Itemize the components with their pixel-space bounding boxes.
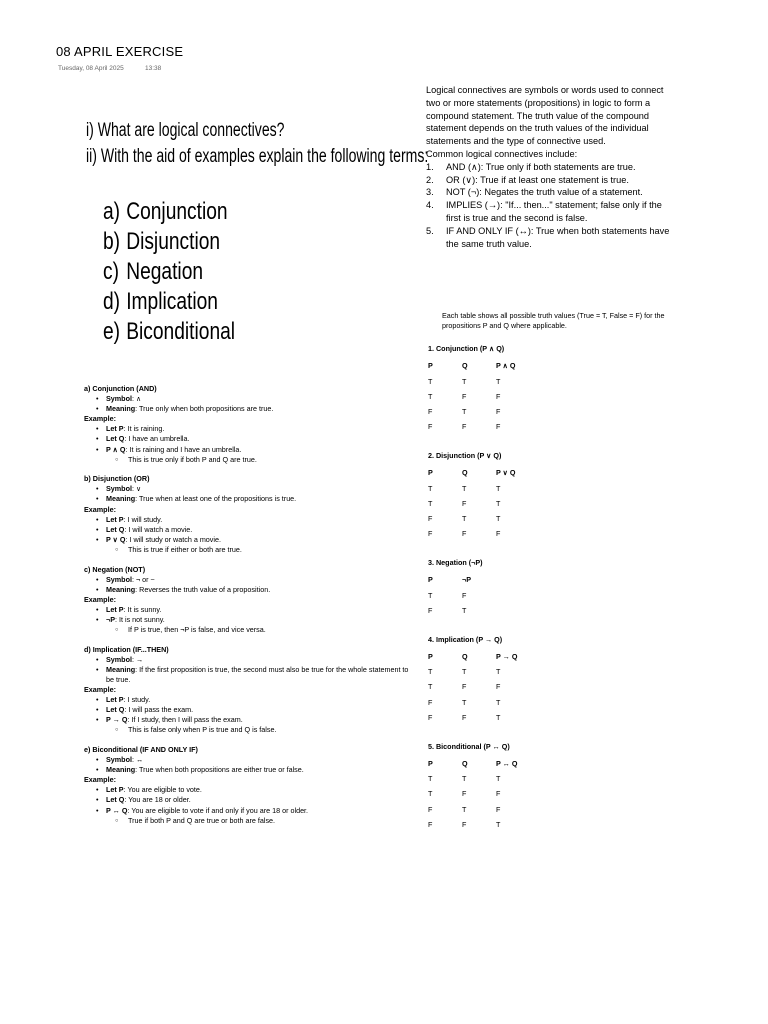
- item-text: NOT (¬): Negates the truth value of a statement.: [446, 187, 643, 198]
- meaning-text: Reverses the truth value of a proposition.: [139, 584, 271, 594]
- truth-cell: T: [428, 391, 433, 401]
- example-text: It is sunny.: [127, 604, 162, 614]
- intro-paragraph: Logical connectives are symbols or words used to connect two or more statements (propositions) in logic to form a compound statement. The truth value of the compound statement depends on the truth values of the individual statements and the type of connective used.: [426, 85, 664, 147]
- meaning-item: • Meaning: True only when both propositions are true.: [106, 404, 414, 414]
- truth-table: [428, 342, 698, 434]
- example-item: • Let P: I study.: [106, 695, 414, 705]
- truth-cell: F: [496, 682, 501, 692]
- symbol-label: Symbol: [106, 755, 132, 765]
- term-letter: b): [103, 228, 121, 255]
- meaning-text: True when both propositions are either true or false.: [139, 765, 304, 775]
- example-item: • Let Q: You are 18 or older.: [106, 795, 414, 805]
- example-item: • Let Q: I will pass the exam.: [106, 705, 414, 715]
- example-text: I will study or watch a movie.: [129, 534, 221, 544]
- item-number: 4.: [426, 200, 434, 211]
- term-item: [103, 287, 235, 317]
- example-label-text: P ∨ Q: [106, 534, 126, 544]
- example-text: I will study.: [127, 514, 163, 524]
- example-label: Example:: [84, 685, 116, 695]
- example-item: • Let P: It is raining.: [106, 424, 414, 434]
- truth-cell: T: [428, 498, 433, 508]
- example-text: If I study, then I will pass the exam.: [131, 715, 243, 725]
- header-cell: ¬P: [462, 575, 471, 585]
- question-2: ii) With the aid of examples explain the following terms:: [86, 146, 429, 167]
- section-list: [84, 575, 414, 595]
- section-heading: a) Conjunction (AND): [84, 384, 157, 393]
- truth-cell: F: [428, 804, 433, 814]
- truth-cell: T: [462, 407, 467, 417]
- truth-cell: F: [462, 789, 467, 799]
- truth-table-row: [428, 481, 698, 496]
- truth-cell: T: [496, 774, 501, 784]
- truth-table-row: [428, 404, 698, 419]
- truth-cell: T: [496, 376, 501, 386]
- example-label: Example:: [84, 504, 116, 514]
- example-item: • Let P: I will study.: [106, 515, 414, 525]
- truth-cell: F: [428, 407, 433, 417]
- truth-table-row: [428, 389, 698, 404]
- header-cell: P: [428, 361, 433, 371]
- example-item: • P → Q: If I study, then I will pass the exam.: [106, 715, 414, 725]
- intro-text-block: [426, 84, 676, 250]
- header-cell: P ↔ Q: [496, 759, 518, 769]
- header-cell: Q: [462, 361, 468, 371]
- item-number: 5.: [426, 225, 434, 236]
- header-cell: Q: [462, 652, 468, 662]
- example-label-text: ¬P: [106, 614, 115, 624]
- meaning-label: Meaning: [106, 404, 136, 414]
- truth-cell: F: [428, 819, 433, 829]
- symbol-value: →: [135, 654, 144, 664]
- truth-cell: T: [428, 590, 433, 600]
- example-text: It is raining and I have an umbrella.: [129, 444, 242, 454]
- header-cell: Q: [462, 468, 468, 478]
- example-label-text: P ∧ Q: [106, 444, 126, 454]
- truth-cell: F: [428, 712, 433, 722]
- term-letter: d): [103, 288, 121, 315]
- symbol-item: • Symbol: ∨: [106, 484, 414, 494]
- sub-note: ○ This is true if either or both are true.: [106, 545, 414, 555]
- sub-note: ○ This is false only when P is true and Q is false.: [106, 725, 414, 735]
- term-item: [103, 227, 235, 257]
- truth-cell: T: [496, 667, 501, 677]
- section-heading: c) Negation (NOT): [84, 564, 146, 574]
- note-time: 13:38: [145, 65, 162, 72]
- truth-table-row: [428, 771, 698, 786]
- example-text: It is not sunny.: [119, 614, 165, 624]
- header-cell: P → Q: [496, 652, 518, 662]
- example-label: Example:: [84, 594, 116, 604]
- item-number: 3.: [426, 187, 434, 198]
- meaning-item: • Meaning: If the first proposition is true, the second must also be true for the whole statement to be true.: [106, 665, 414, 685]
- item-text: AND (∧): True only if both statements are true.: [446, 161, 636, 172]
- truth-cell: F: [496, 422, 501, 432]
- term-item: [103, 197, 235, 227]
- intro-list-item: [426, 161, 676, 174]
- truth-table-row: [428, 526, 698, 541]
- symbol-item: • Symbol: ∧: [106, 394, 414, 404]
- symbol-label: Symbol: [106, 654, 132, 664]
- truth-cell: T: [496, 483, 501, 493]
- example-text: I have an umbrella.: [128, 434, 190, 444]
- example-text: I study.: [127, 695, 151, 705]
- example-label-text: Let Q: [106, 795, 125, 805]
- example-text: You are eligible to vote if and only if you are 18 or older.: [131, 805, 309, 815]
- truth-cell: T: [496, 514, 501, 524]
- truth-cell: F: [496, 391, 501, 401]
- truth-table-row: [428, 695, 698, 710]
- truth-cell: F: [462, 422, 467, 432]
- symbol-label: Symbol: [106, 484, 132, 494]
- truth-cell: T: [428, 682, 433, 692]
- truth-cell: F: [428, 605, 433, 615]
- truth-table-title: 2. Disjunction (P ∨ Q): [428, 451, 502, 461]
- example-item: • Let P: It is sunny.: [106, 605, 414, 615]
- truth-table: [428, 449, 698, 541]
- truth-table-header: [428, 572, 698, 587]
- truth-table-row: [428, 710, 698, 725]
- item-number: 1.: [426, 161, 434, 172]
- symbol-value: ↔: [135, 755, 144, 765]
- connective-notes: [84, 384, 414, 826]
- truth-cell: T: [428, 789, 433, 799]
- truth-table-header: [428, 756, 698, 771]
- header-cell: P ∧ Q: [496, 361, 516, 371]
- header-cell: Q: [462, 759, 468, 769]
- truth-cell: F: [462, 498, 467, 508]
- example-label: Example:: [84, 775, 116, 785]
- example-text: You are eligible to vote.: [127, 785, 202, 795]
- truth-table-row: [428, 419, 698, 434]
- header-cell: P: [428, 759, 433, 769]
- term-name: Disjunction: [126, 228, 221, 255]
- example-label-text: Let P: [106, 514, 124, 524]
- truth-cell: F: [428, 529, 433, 539]
- truth-table-row: [428, 496, 698, 511]
- truth-cell: T: [462, 483, 467, 493]
- page-title: 08 APRIL EXERCISE: [56, 44, 184, 59]
- example-item: • Let P: You are eligible to vote.: [106, 785, 414, 795]
- example-text: It is raining.: [127, 424, 165, 434]
- header-cell: P: [428, 652, 433, 662]
- truth-cell: T: [462, 804, 467, 814]
- intro-list-item: [426, 174, 676, 187]
- term-letter: a): [103, 198, 121, 225]
- truth-table-row: [428, 511, 698, 526]
- truth-cell: F: [496, 407, 501, 417]
- meaning-text: If the first proposition is true, the second must also be true for the whole statement to be true.: [106, 664, 409, 684]
- truth-tables: [428, 311, 698, 847]
- symbol-item: • Symbol: ¬ or ~: [106, 575, 414, 585]
- header-cell: P ∨ Q: [496, 468, 516, 478]
- example-list: [84, 695, 414, 735]
- section-list: [84, 655, 414, 685]
- sub-note: ○ True if both P and Q are true or both are false.: [106, 816, 414, 826]
- item-text: IMPLIES (→): "If... then..." statement; false only if the first is true and the second is false.: [446, 200, 662, 223]
- truth-table-row: [428, 786, 698, 801]
- symbol-value: ¬ or ~: [135, 574, 155, 584]
- truth-table-row: [428, 817, 698, 832]
- truth-cell: T: [462, 376, 467, 386]
- example-item: • Let Q: I have an umbrella.: [106, 434, 414, 444]
- question-1: i) What are logical connectives?: [86, 120, 285, 141]
- symbol-value: ∧: [135, 394, 142, 404]
- truth-cell: T: [428, 774, 433, 784]
- truth-cell: T: [496, 498, 501, 508]
- truth-cell: F: [496, 789, 501, 799]
- item-number: 2.: [426, 174, 434, 185]
- intro-list-heading: Common logical connectives include:: [426, 148, 578, 159]
- tables-lead: Each table shows all possible truth values (True = T, False = F) for the propositions P and Q where applicable.: [442, 311, 665, 331]
- example-list: [84, 424, 414, 464]
- example-text: I will pass the exam.: [128, 705, 194, 715]
- truth-cell: T: [496, 712, 501, 722]
- truth-cell: T: [462, 514, 467, 524]
- symbol-label: Symbol: [106, 394, 132, 404]
- example-label-text: Let Q: [106, 705, 125, 715]
- section-heading: b) Disjunction (OR): [84, 474, 150, 484]
- truth-table-row: [428, 588, 698, 603]
- example-text: You are 18 or older.: [128, 795, 191, 805]
- note-date: Tuesday, 08 April 2025: [58, 65, 124, 72]
- symbol-item: • Symbol: →: [106, 655, 414, 665]
- terms-list: [103, 197, 268, 347]
- truth-cell: F: [428, 422, 433, 432]
- intro-list-item: [426, 186, 676, 199]
- term-name: Conjunction: [126, 198, 228, 225]
- truth-table: [428, 740, 698, 832]
- truth-table-row: [428, 603, 698, 618]
- truth-cell: F: [462, 391, 467, 401]
- example-label-text: P ↔ Q: [106, 805, 128, 815]
- example-list: [84, 605, 414, 635]
- truth-cell: T: [428, 376, 433, 386]
- truth-table-header: [428, 649, 698, 664]
- meaning-text: True when at least one of the propositions is true.: [139, 494, 297, 504]
- example-item: • P ∨ Q: I will study or watch a movie.: [106, 535, 414, 545]
- symbol-label: Symbol: [106, 574, 132, 584]
- truth-cell: F: [462, 529, 467, 539]
- intro-list-item: [426, 225, 676, 251]
- example-list: [84, 785, 414, 825]
- truth-table-row: [428, 802, 698, 817]
- example-label-text: Let Q: [106, 434, 125, 444]
- truth-cell: F: [496, 804, 501, 814]
- example-label-text: Let P: [106, 604, 124, 614]
- meaning-item: • Meaning: True when both propositions are either true or false.: [106, 765, 414, 775]
- truth-table: [428, 556, 698, 618]
- truth-table-title: 1. Conjunction (P ∧ Q): [428, 344, 505, 354]
- example-label-text: Let P: [106, 695, 124, 705]
- meaning-text: True only when both propositions are true.: [139, 404, 274, 414]
- meaning-label: Meaning: [106, 664, 136, 674]
- example-label-text: P → Q: [106, 715, 128, 725]
- truth-cell: T: [496, 697, 501, 707]
- truth-cell: F: [462, 590, 467, 600]
- section-list: [84, 484, 414, 504]
- header-cell: P: [428, 468, 433, 478]
- example-label: Example:: [84, 414, 116, 424]
- truth-table-header: [428, 465, 698, 480]
- truth-cell: T: [462, 605, 467, 615]
- symbol-item: • Symbol: ↔: [106, 755, 414, 765]
- truth-table-header: [428, 358, 698, 373]
- example-list: [84, 515, 414, 555]
- section-heading: e) Biconditional (IF AND ONLY IF): [84, 745, 198, 754]
- truth-cell: F: [496, 529, 501, 539]
- truth-cell: F: [428, 697, 433, 707]
- symbol-value: ∨: [135, 484, 142, 494]
- truth-table-row: [428, 374, 698, 389]
- truth-cell: F: [428, 514, 433, 524]
- truth-cell: T: [462, 774, 467, 784]
- truth-table-row: [428, 679, 698, 694]
- truth-table-title: 3. Negation (¬P): [428, 558, 483, 568]
- term-letter: c): [103, 258, 119, 285]
- example-label-text: Let P: [106, 785, 124, 795]
- meaning-label: Meaning: [106, 765, 136, 775]
- truth-cell: F: [462, 819, 467, 829]
- item-text: IF AND ONLY IF (↔): True when both statements have the same truth value.: [446, 225, 670, 249]
- section-list: [84, 755, 414, 775]
- example-item: • P ∧ Q: It is raining and I have an umbrella.: [106, 445, 414, 455]
- section-heading: d) Implication (IF...THEN): [84, 644, 169, 654]
- example-label-text: Let Q: [106, 524, 125, 534]
- example-item: • ¬P: It is not sunny.: [106, 615, 414, 625]
- example-item: • P ↔ Q: You are eligible to vote if and only if you are 18 or older.: [106, 806, 414, 816]
- example-text: I will watch a movie.: [128, 524, 193, 534]
- truth-table: [428, 633, 698, 725]
- truth-table-title: 4. Implication (P → Q): [428, 635, 503, 645]
- truth-cell: F: [462, 712, 467, 722]
- meaning-item: • Meaning: True when at least one of the propositions is true.: [106, 494, 414, 504]
- truth-cell: F: [462, 682, 467, 692]
- term-name: Implication: [126, 288, 218, 315]
- truth-cell: T: [496, 819, 501, 829]
- truth-cell: T: [462, 667, 467, 677]
- intro-list-item: [426, 199, 676, 225]
- section-list: [84, 394, 414, 414]
- term-item: [103, 317, 235, 347]
- term-name: Negation: [126, 258, 204, 285]
- truth-cell: T: [428, 667, 433, 677]
- term-letter: e): [103, 318, 121, 345]
- truth-table-row: [428, 664, 698, 679]
- term-item: [103, 257, 235, 287]
- example-label-text: Let P: [106, 424, 124, 434]
- header-cell: P: [428, 575, 433, 585]
- truth-cell: T: [428, 483, 433, 493]
- meaning-item: • Meaning: Reverses the truth value of a proposition.: [106, 585, 414, 595]
- sub-note: ○ This is true only if both P and Q are true.: [106, 455, 414, 465]
- item-text: OR (∨): True if at least one statement is true.: [446, 174, 629, 185]
- meaning-label: Meaning: [106, 584, 136, 594]
- meaning-label: Meaning: [106, 494, 136, 504]
- example-item: • Let Q: I will watch a movie.: [106, 525, 414, 535]
- truth-table-title: 5. Biconditional (P ↔ Q): [428, 742, 510, 752]
- truth-cell: T: [462, 697, 467, 707]
- term-name: Biconditional: [126, 318, 236, 345]
- sub-note: ○ If P is true, then ¬P is false, and vice versa.: [106, 625, 414, 635]
